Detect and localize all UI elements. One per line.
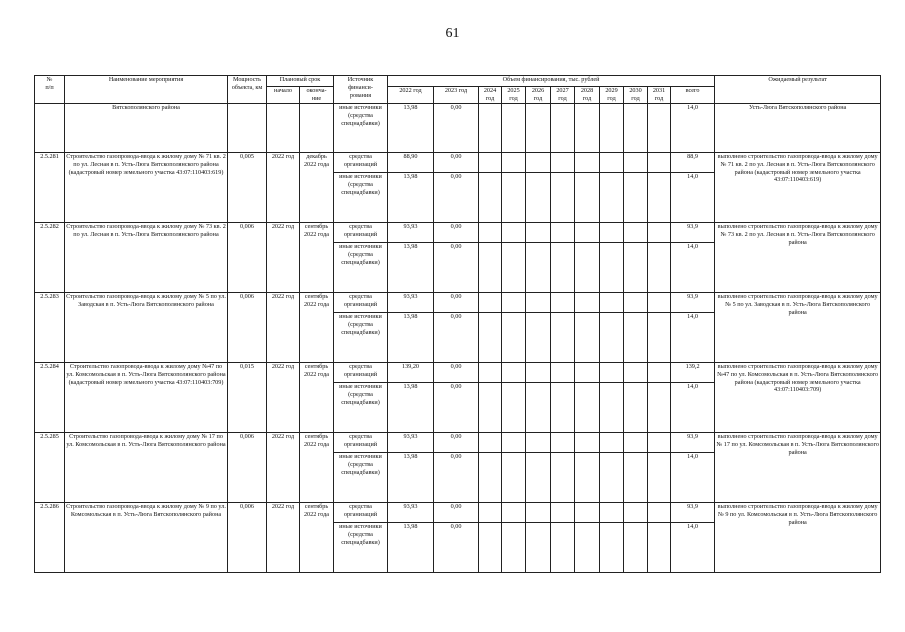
row-empty-year	[479, 433, 502, 453]
row-empty-year	[526, 383, 551, 433]
row-empty-year	[526, 433, 551, 453]
row-start	[267, 104, 300, 153]
row-2022: 13,98	[388, 383, 434, 433]
header-year: 2030 год	[624, 87, 648, 104]
row-empty-year	[600, 503, 624, 523]
row-empty-year	[526, 243, 551, 293]
row-2022: 93,93	[388, 293, 434, 313]
row-empty-year	[624, 453, 648, 503]
row-source: иные источники (средства спецнадбавки)	[334, 243, 388, 293]
row-2023: 0,00	[434, 153, 479, 173]
row-empty-year	[479, 313, 502, 363]
header-year: 2031 год	[648, 87, 671, 104]
row-empty-year	[526, 523, 551, 573]
row-2023: 0,00	[434, 293, 479, 313]
row-empty-year	[502, 363, 526, 383]
row-2022: 13,98	[388, 523, 434, 573]
row-empty-year	[526, 293, 551, 313]
row-empty-year	[600, 433, 624, 453]
header-power: Мощность объекта, км	[228, 76, 267, 104]
row-start: 2022 год	[267, 153, 300, 223]
row-empty-year	[575, 453, 600, 503]
table-row	[35, 503, 881, 523]
row-2022: 93,93	[388, 433, 434, 453]
row-end: сентябрь 2022 года	[300, 293, 334, 363]
row-start: 2022 год	[267, 503, 300, 573]
row-source: средства организаций	[334, 503, 388, 523]
row-empty-year	[502, 453, 526, 503]
row-name: Строительство газопровода-ввода к жилому дому № 71 кв. 2 по ул. Лесная в п. Усть-Люга Вятскополянского района (кадастровый номер земельного участка 43:07:110403:619)	[65, 153, 228, 223]
row-2022: 93,93	[388, 223, 434, 243]
row-empty-year	[624, 243, 648, 293]
row-result: Усть-Люга Вятскополянского района	[715, 104, 881, 153]
row-empty-year	[479, 363, 502, 383]
row-empty-year	[502, 223, 526, 243]
row-empty-year	[575, 523, 600, 573]
row-empty-year	[526, 503, 551, 523]
row-empty-year	[502, 173, 526, 223]
row-empty-year	[624, 104, 648, 153]
row-number	[35, 104, 65, 153]
row-empty-year	[551, 153, 575, 173]
row-number: 2.5.284	[35, 363, 65, 433]
table-row	[35, 153, 881, 173]
row-start: 2022 год	[267, 433, 300, 503]
row-name: Строительство газопровода-ввода к жилому дому № 5 по ул. Заводская в п. Усть-Люга Вятскополянского района	[65, 293, 228, 363]
row-empty-year	[624, 523, 648, 573]
row-empty-year	[648, 433, 671, 453]
row-start: 2022 год	[267, 363, 300, 433]
header-year: 2022 год	[388, 87, 434, 104]
row-result: выполнено строительство газопровода-ввода к жилому дому № 5 по ул. Заводская в п. Усть-Люга Вятскополянского района	[715, 293, 881, 363]
row-source: иные источники (средства спецнадбавки)	[334, 173, 388, 223]
row-empty-year	[575, 383, 600, 433]
row-power: 0,005	[228, 153, 267, 223]
row-power: 0,006	[228, 503, 267, 573]
table-body	[35, 104, 881, 573]
row-empty-year	[575, 433, 600, 453]
row-empty-year	[526, 173, 551, 223]
row-empty-year	[575, 243, 600, 293]
header-number: № п/п	[35, 76, 65, 104]
row-end: сентябрь 2022 года	[300, 223, 334, 293]
row-end: сентябрь 2022 года	[300, 433, 334, 503]
header-year: 2024 год	[479, 87, 502, 104]
header-year: 2026 год	[526, 87, 551, 104]
row-total: 93,9	[671, 223, 715, 243]
row-total: 14,0	[671, 313, 715, 363]
row-end: сентябрь 2022 года	[300, 363, 334, 433]
row-empty-year	[648, 173, 671, 223]
row-total: 14,0	[671, 104, 715, 153]
header-result: Ожидаемый результат	[715, 76, 881, 104]
row-total: 14,0	[671, 173, 715, 223]
row-name: Строительство газопровода-ввода к жилому дому № 9 по ул. Комсомольская в п. Усть-Люга Вятскополянского района	[65, 503, 228, 573]
row-empty-year	[502, 293, 526, 313]
row-empty-year	[502, 153, 526, 173]
row-empty-year	[551, 104, 575, 153]
row-start: 2022 год	[267, 293, 300, 363]
row-empty-year	[479, 223, 502, 243]
row-name: Строительство газопровода-ввода к жилому дому №47 по ул. Комсомольская в п. Усть-Люга Вятскополянского района (кадастровый номер земельного участка 43:07:110403:709)	[65, 363, 228, 433]
row-total: 93,9	[671, 503, 715, 523]
row-empty-year	[648, 223, 671, 243]
header-total: всего	[671, 87, 715, 104]
row-source: иные источники (средства спецнадбавки)	[334, 383, 388, 433]
row-empty-year	[648, 383, 671, 433]
row-empty-year	[502, 243, 526, 293]
row-empty-year	[600, 313, 624, 363]
row-empty-year	[575, 293, 600, 313]
row-empty-year	[648, 243, 671, 293]
row-empty-year	[551, 313, 575, 363]
row-empty-year	[479, 243, 502, 293]
row-empty-year	[526, 153, 551, 173]
row-source: иные источники (средства спецнадбавки)	[334, 523, 388, 573]
row-total: 14,0	[671, 383, 715, 433]
row-2022: 13,98	[388, 173, 434, 223]
row-2023: 0,00	[434, 104, 479, 153]
row-end: сентябрь 2022 года	[300, 503, 334, 573]
row-name: Вятскополянского района	[65, 104, 228, 153]
row-empty-year	[575, 363, 600, 383]
row-empty-year	[624, 383, 648, 433]
row-2022: 139,20	[388, 363, 434, 383]
row-empty-year	[526, 453, 551, 503]
row-2023: 0,00	[434, 243, 479, 293]
row-source: иные источники (средства спецнадбавки)	[334, 453, 388, 503]
row-empty-year	[479, 523, 502, 573]
row-empty-year	[648, 363, 671, 383]
row-empty-year	[502, 523, 526, 573]
row-empty-year	[502, 503, 526, 523]
row-end: декабрь 2022 года	[300, 153, 334, 223]
row-2023: 0,00	[434, 173, 479, 223]
page-number: 61	[445, 26, 460, 41]
row-empty-year	[600, 383, 624, 433]
table-row	[35, 433, 881, 453]
row-empty-year	[575, 153, 600, 173]
row-source: средства организаций	[334, 363, 388, 383]
row-power	[228, 104, 267, 153]
row-total: 93,9	[671, 433, 715, 453]
row-result: выполнено строительство газопровода-ввода к жилому дому № 9 по ул. Комсомольская в п. Усть-Люга Вятскополянского района	[715, 503, 881, 573]
row-2022: 93,93	[388, 503, 434, 523]
row-source: средства организаций	[334, 153, 388, 173]
row-source: иные источники (средства спецнадбавки)	[334, 104, 388, 153]
row-empty-year	[648, 153, 671, 173]
header-source: Источник финанси- рования	[334, 76, 388, 104]
row-empty-year	[551, 363, 575, 383]
row-empty-year	[600, 173, 624, 223]
row-empty-year	[575, 313, 600, 363]
row-total: 88,9	[671, 153, 715, 173]
row-empty-year	[526, 104, 551, 153]
row-empty-year	[600, 153, 624, 173]
table-header	[35, 76, 881, 104]
row-empty-year	[551, 503, 575, 523]
row-2022: 13,98	[388, 313, 434, 363]
row-empty-year	[526, 313, 551, 363]
row-empty-year	[575, 173, 600, 223]
row-empty-year	[551, 293, 575, 313]
row-empty-year	[624, 363, 648, 383]
row-number: 2.5.282	[35, 223, 65, 293]
header-year: 2028 год	[575, 87, 600, 104]
row-empty-year	[648, 523, 671, 573]
row-empty-year	[551, 453, 575, 503]
row-empty-year	[624, 313, 648, 363]
row-empty-year	[502, 383, 526, 433]
row-number: 2.5.285	[35, 433, 65, 503]
row-2023: 0,00	[434, 313, 479, 363]
row-empty-year	[600, 243, 624, 293]
row-2023: 0,00	[434, 223, 479, 243]
row-empty-year	[624, 223, 648, 243]
row-total: 139,2	[671, 363, 715, 383]
row-number: 2.5.281	[35, 153, 65, 223]
row-empty-year	[479, 503, 502, 523]
row-empty-year	[648, 313, 671, 363]
row-empty-year	[479, 153, 502, 173]
row-empty-year	[648, 503, 671, 523]
row-empty-year	[502, 433, 526, 453]
row-end	[300, 104, 334, 153]
row-empty-year	[479, 383, 502, 433]
funding-table	[34, 75, 881, 573]
header-year: 2027 год	[551, 87, 575, 104]
row-power: 0,006	[228, 293, 267, 363]
row-empty-year	[624, 173, 648, 223]
row-name: Строительство газопровода-ввода к жилому дому № 17 по ул. Комсомольская в п. Усть-Люга Вятскополянского района	[65, 433, 228, 503]
row-2023: 0,00	[434, 523, 479, 573]
row-empty-year	[575, 223, 600, 243]
row-empty-year	[648, 104, 671, 153]
header-year: 2029 год	[600, 87, 624, 104]
row-empty-year	[624, 293, 648, 313]
row-empty-year	[479, 173, 502, 223]
row-total: 14,0	[671, 523, 715, 573]
row-2023: 0,00	[434, 503, 479, 523]
row-empty-year	[551, 523, 575, 573]
row-source: средства организаций	[334, 433, 388, 453]
row-total: 14,0	[671, 453, 715, 503]
row-empty-year	[600, 363, 624, 383]
row-source: иные источники (средства спецнадбавки)	[334, 313, 388, 363]
row-result: выполнено строительство газопровода-ввода к жилому дому №47 по ул. Комсомольская в п. Усть-Люга Вятскополянского района (кадастровый номер земельного участка 43:07:110403:709)	[715, 363, 881, 433]
row-empty-year	[526, 223, 551, 243]
row-source: средства организаций	[334, 223, 388, 243]
row-empty-year	[575, 104, 600, 153]
row-2023: 0,00	[434, 383, 479, 433]
row-number: 2.5.283	[35, 293, 65, 363]
header-year: 2023 год	[434, 87, 479, 104]
table-row	[35, 293, 881, 313]
row-result: выполнено строительство газопровода-ввода к жилому дому № 73 кв. 2 по ул. Лесная в п. Усть-Люга Вятскополянского района	[715, 223, 881, 293]
row-empty-year	[600, 223, 624, 243]
row-2022: 13,98	[388, 104, 434, 153]
table-row	[35, 223, 881, 243]
row-name: Строительство газопровода-ввода к жилому дому № 73 кв. 2 по ул. Лесная в п. Усть-Люга Вятскополянского района	[65, 223, 228, 293]
row-empty-year	[600, 104, 624, 153]
header-year: 2025 год	[502, 87, 526, 104]
header-name: Наименование мероприятия	[65, 76, 228, 104]
row-empty-year	[600, 293, 624, 313]
row-empty-year	[551, 383, 575, 433]
row-power: 0,006	[228, 223, 267, 293]
row-empty-year	[551, 243, 575, 293]
row-2023: 0,00	[434, 363, 479, 383]
row-empty-year	[600, 523, 624, 573]
row-empty-year	[624, 503, 648, 523]
row-empty-year	[575, 503, 600, 523]
row-2022: 13,98	[388, 453, 434, 503]
header-plan: Плановый срок	[267, 76, 334, 87]
row-empty-year	[551, 223, 575, 243]
row-empty-year	[479, 104, 502, 153]
row-empty-year	[624, 153, 648, 173]
row-source: средства организаций	[334, 293, 388, 313]
row-empty-year	[551, 433, 575, 453]
table-row	[35, 363, 881, 383]
row-empty-year	[479, 293, 502, 313]
row-total: 93,9	[671, 293, 715, 313]
table-row	[35, 104, 881, 153]
row-power: 0,015	[228, 363, 267, 433]
row-empty-year	[551, 173, 575, 223]
row-2023: 0,00	[434, 433, 479, 453]
header-funding: Объем финансирования, тыс. рублей	[388, 76, 715, 87]
row-empty-year	[479, 453, 502, 503]
header-end: оконча- ние	[300, 87, 334, 104]
row-2022: 13,98	[388, 243, 434, 293]
row-empty-year	[648, 293, 671, 313]
row-total: 14,0	[671, 243, 715, 293]
row-number: 2.5.286	[35, 503, 65, 573]
header-start: начало	[267, 87, 300, 104]
row-empty-year	[648, 453, 671, 503]
row-2023: 0,00	[434, 453, 479, 503]
row-result: выполнено строительство газопровода-ввода к жилому дому № 17 по ул. Комсомольская в п. Усть-Люга Вятскополянского района	[715, 433, 881, 503]
row-empty-year	[624, 433, 648, 453]
row-empty-year	[502, 313, 526, 363]
row-start: 2022 год	[267, 223, 300, 293]
row-empty-year	[502, 104, 526, 153]
row-result: выполнено строительство газопровода-ввода к жилому дому № 71 кв. 2 по ул. Лесная в п. Усть-Люга Вятскополянского района (кадастровый номер земельного участка 43:07:110403:619)	[715, 153, 881, 223]
row-power: 0,006	[228, 433, 267, 503]
row-2022: 88,90	[388, 153, 434, 173]
row-empty-year	[600, 453, 624, 503]
row-empty-year	[526, 363, 551, 383]
